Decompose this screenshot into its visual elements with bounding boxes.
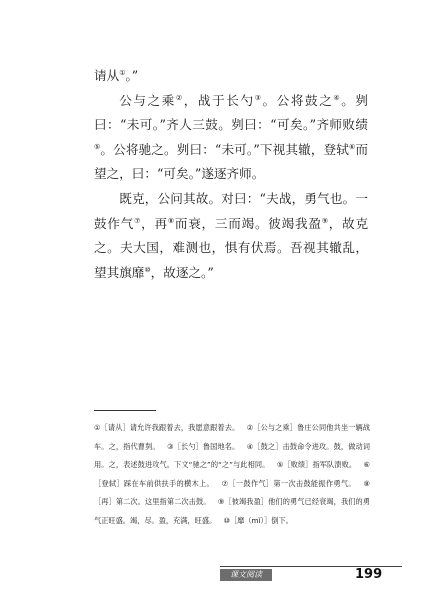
footnote-5: ⑤［败绩］指军队溃败。 [276,460,357,470]
paragraph-explanation [94,187,368,285]
footnote-2: ②［公与之乘］鲁庄公同他共坐一辆战车。之，指代曹刿。 [94,423,370,451]
footnote-marker: ② [175,93,184,102]
text-run: 。” [125,68,139,83]
text-run: 既克，公问其故。对曰：“夫战，勇气也。一鼓作气 [94,190,368,231]
footnote-marker: ⑥ [349,142,356,151]
footnote-4: ④［鼓之］击鼓命令进攻。鼓，做动词用。之，表述鼓进攻气。下文“驰之”的“之”与此相同。 [94,441,370,470]
text-run: ，故克之。夫大国，难测也，惧有伏焉。吾视其辙乱，望其旗靡 [94,215,369,280]
footnote-marker: ⑩ [144,265,151,274]
text-run: 。公将驰之。刿曰：“未可。”下视其辙，登轼 [100,141,349,157]
text-run: 而衰，三而竭。彼竭我盈 [174,215,322,231]
text-run: ，故逐之。” [150,264,214,280]
footnote-marker: ① [119,69,126,77]
footnote-divider [94,410,156,411]
footnotes [94,419,370,531]
footnote-1: ①［请从］请允许我跟着去，我愿意跟着去。 [94,423,240,432]
footnote-9: ⑨［彼竭我盈］他们的勇气已经衰竭，我们的勇气正旺盛。竭，尽。盈，充满，旺盛。 [94,497,370,525]
footnote-6: ⑥［登轼］踩在车前供扶手的横木上。 [94,460,370,488]
text-run: 而望之，曰：“可矣。”遂逐齐师。 [94,141,368,182]
footnote-marker: ⑧ [167,216,175,225]
footnote-marker: ⑤ [94,142,101,151]
page-number: 199 [355,567,383,582]
footer-section-label: 课文阅读 [220,569,272,581]
footnote-3: ③［长勺］鲁国地名。 [167,441,240,451]
footnote-marker: ③ [254,93,263,102]
footnote-marker: ④ [333,93,342,102]
text-run: ，战于长勺 [183,92,255,108]
text-run: 。刿曰：“未可。”齐人三鼓。刿曰：“可矣。”齐师败绩 [94,92,369,133]
footnote-10: ⑩［靡（mǐ）］倒下。 [223,515,293,525]
footnote-marker: ⑨ [321,216,329,225]
footnote-8: ⑧［再］第二次。这里指第二次击鼓。 [94,478,370,507]
text-run: ，再 [141,215,168,231]
paragraph-opening-fragment [94,64,368,89]
footnote-marker: ⑦ [134,216,142,225]
text-run: 请从 [94,68,120,83]
footnote-7: ⑦［一鼓作气］第一次击鼓能振作勇气。 [221,478,356,488]
paragraph-battle [94,89,368,187]
main-text [94,64,368,285]
text-run: 。公将鼓之 [262,92,334,108]
text-run: 公与之乘 [119,92,176,108]
